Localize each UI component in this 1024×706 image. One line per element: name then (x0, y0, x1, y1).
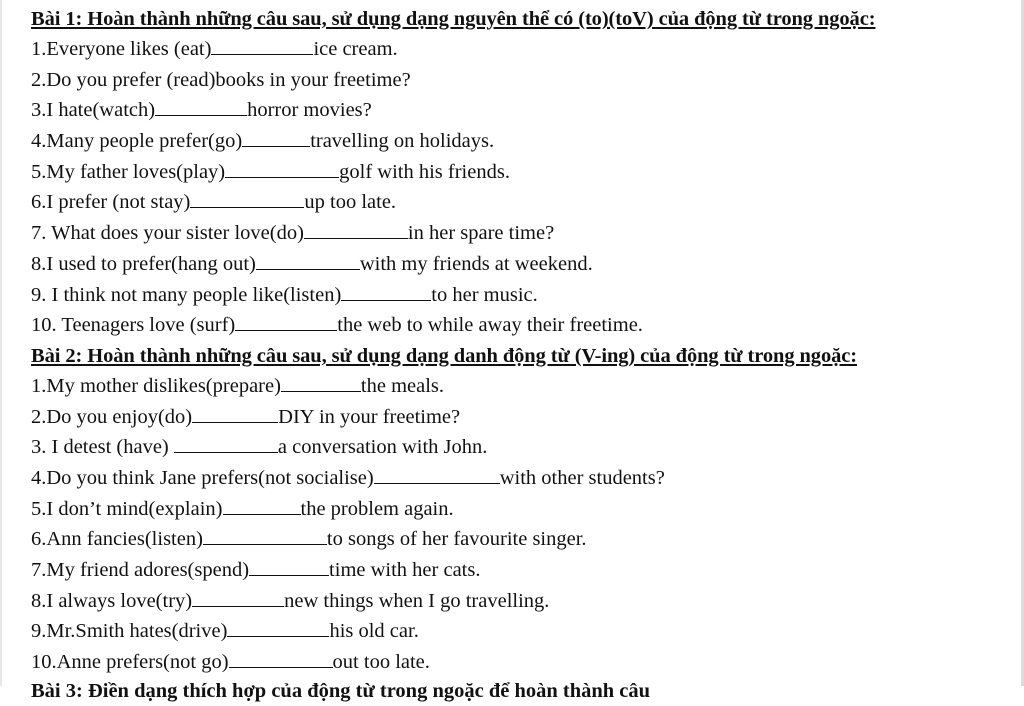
worksheet (31, 4, 1016, 678)
answer-blank[interactable] (190, 191, 304, 208)
exercise-line: 6.I prefer (not stay) up too late. (31, 191, 397, 214)
answer-blank[interactable] (229, 651, 333, 668)
exercise-line: 5.My father loves(play) golf with his friends. (31, 160, 510, 183)
answer-blank[interactable] (192, 406, 278, 423)
answer-blank[interactable] (256, 253, 360, 270)
exercise-line: 2.Do you enjoy(do) DIY in your freetime? (31, 405, 461, 428)
answer-blank[interactable] (235, 314, 337, 331)
exercise-line: 4.Many people prefer(go) travelling on holidays. (31, 130, 495, 153)
exercise-line: 1.Everyone likes (eat) ice cream. (31, 38, 398, 60)
section-2-heading: Bài 2: Hoàn thành những câu sau, sử dụng dạng danh động từ (V-ing) của động từ trong ngoặc: (31, 344, 857, 367)
answer-blank[interactable] (203, 528, 327, 545)
answer-blank[interactable] (225, 161, 339, 178)
exercise-line: 3. I detest (have) a conversation with John. (31, 436, 488, 459)
exercise-line: 9.Mr.Smith hates(drive) his old car. (31, 620, 419, 643)
exercise-line: 3.I hate(watch) horror movies? (31, 99, 372, 122)
answer-blank[interactable] (227, 620, 329, 637)
answer-blank[interactable] (211, 38, 313, 55)
section-3-heading-partial: Bài 3: Điền dạng thích hợp của động từ trong ngoặc để hoàn thành câu (31, 680, 651, 702)
answer-blank[interactable] (374, 467, 500, 484)
answer-blank[interactable] (341, 284, 431, 301)
exercise-line: 1.My mother dislikes(prepare) the meals. (31, 374, 445, 397)
answer-blank[interactable] (304, 222, 408, 239)
answer-blank[interactable] (155, 99, 247, 116)
exercise-line: 7. What does your sister love(do) in her spare time? (31, 222, 555, 245)
exercise-line: 10. Teenagers love (surf) the web to while away their freetime. (31, 314, 643, 337)
answer-blank[interactable] (192, 590, 284, 607)
exercise-line: 10.Anne prefers(not go) out too late. (31, 651, 430, 674)
answer-blank[interactable] (174, 436, 278, 453)
exercise-line: 8.I used to prefer(hang out) with my friends at weekend. (31, 252, 593, 275)
exercise-line: 9. I think not many people like(listen) to her music. (31, 283, 538, 306)
exercise-line: 6.Ann fancies(listen) to songs of her favourite singer. (31, 528, 587, 551)
exercise-line: 2.Do you prefer (read)books in your freetime? (31, 68, 411, 91)
left-edge (0, 0, 2, 686)
exercise-line: 7.My friend adores(spend) time with her cats. (31, 559, 481, 581)
answer-blank[interactable] (281, 375, 361, 392)
section-1-heading: Bài 1: Hoàn thành những câu sau, sử dụng dạng nguyên thể có (to)(toV) của động từ trong ngoặc: (31, 8, 876, 30)
answer-blank[interactable] (249, 559, 329, 576)
exercise-line: 5.I don’t mind(explain) the problem again. (31, 497, 454, 520)
answer-blank[interactable] (223, 498, 301, 515)
answer-blank[interactable] (242, 130, 310, 147)
exercise-line: 8.I always love(try) new things when I go travelling. (31, 589, 550, 612)
exercise-line: 4.Do you think Jane prefers(not socialise) with other students? (31, 466, 665, 489)
